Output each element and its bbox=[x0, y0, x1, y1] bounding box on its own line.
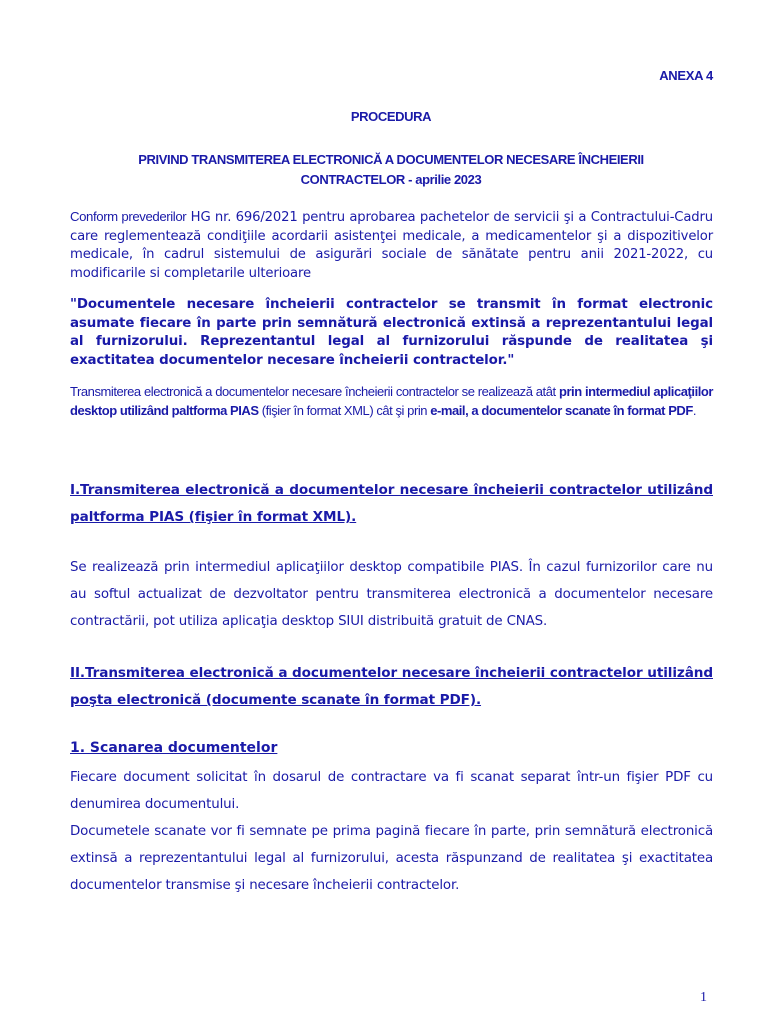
transmission-part-3: . bbox=[692, 403, 697, 418]
intro-lead: Conform prevederilor bbox=[70, 209, 187, 224]
annex-label: ANEXA 4 bbox=[659, 68, 713, 83]
page-subtitle bbox=[70, 150, 712, 190]
section-2-body-paragraph-1: Fiecare document solicitat în dosarul de contractare va fi scanat separat într-un fişier PDF cu denumirea documentului. bbox=[70, 770, 713, 812]
page-title: PROCEDURA bbox=[350, 109, 432, 124]
section-2-subheading: 1. Scanarea documentelor bbox=[70, 740, 278, 756]
section-1-body: Se realizează prin intermediul aplicaţiilor desktop compatibile PIAS. În cazul furnizorilor care nu au softul actualizat de dezvoltator pentru transmiterea electronică a documentelor necesare contractării, pot utiliza aplicaţia desktop SIUI distribuită gratuit de CNAS. bbox=[70, 560, 713, 629]
subtitle-line-1: PRIVIND TRANSMITEREA ELECTRONICĂ A DOCUMENTELOR NECESARE ÎNCHEIERII bbox=[138, 152, 644, 167]
transmission-part-1: Transmiterea electronică a documentelor necesare încheierii contractelor se realizează atât bbox=[70, 384, 559, 399]
transmission-bold-2: e-mail, a documentelor scanate în format PDF bbox=[430, 403, 693, 418]
intro-rest: HG nr. 696/2021 pentru aprobarea pachetelor de servicii şi a Contractului-Cadru care reglementează condiţiile acordarii asistenţei medicale, a medicamentelor şi a dispozitivelor medicale, în cadrul sistemului de asigurări sociale de sănătate pentru anii 2021-2022, cu modificarile si completarile ulterioare bbox=[70, 210, 713, 281]
section-2-body-paragraph-2: Documetele scanate vor fi semnate pe prima pagină fiecare în parte, prin semnătură electronică extinsă a reprezentantului legal al furnizorului, acesta răspunzand de realitatea şi exactitatea documentelor transmise şi necesare încheierii contractelor. bbox=[70, 824, 713, 893]
section-2-heading: II.Transmiterea electronică a documentelor necesare încheierii contractelor utilizând poşta electronică (documente scanate în format PDF). bbox=[70, 665, 713, 708]
transmission-bold-1: prin intermediul aplicaţiilor desktop utilizând paltforma PIAS bbox=[70, 384, 713, 418]
transmission-part-2: (fişier în format XML) cât şi prin bbox=[258, 403, 431, 418]
transmission-paragraph bbox=[70, 382, 713, 420]
intro-paragraph bbox=[70, 208, 713, 283]
subtitle-line-2: CONTRACTELOR - aprilie 2023 bbox=[300, 172, 482, 187]
page-number: 1 bbox=[700, 990, 707, 1005]
section-1-heading: I.Transmiterea electronică a documentelor necesare încheierii contractelor utilizând paltforma PIAS (fişier în format XML). bbox=[70, 482, 713, 525]
section-2-body bbox=[70, 764, 713, 899]
quote-paragraph: "Documentele necesare încheierii contractelor se transmit în format electronic asumate fiecare în parte prin semnătură electronică extinsă a reprezentantului legal al furnizorului. Reprezentantul legal al furnizorului răspunde de realitatea şi exactitatea documentelor necesare încheierii contractelor." bbox=[70, 297, 713, 368]
